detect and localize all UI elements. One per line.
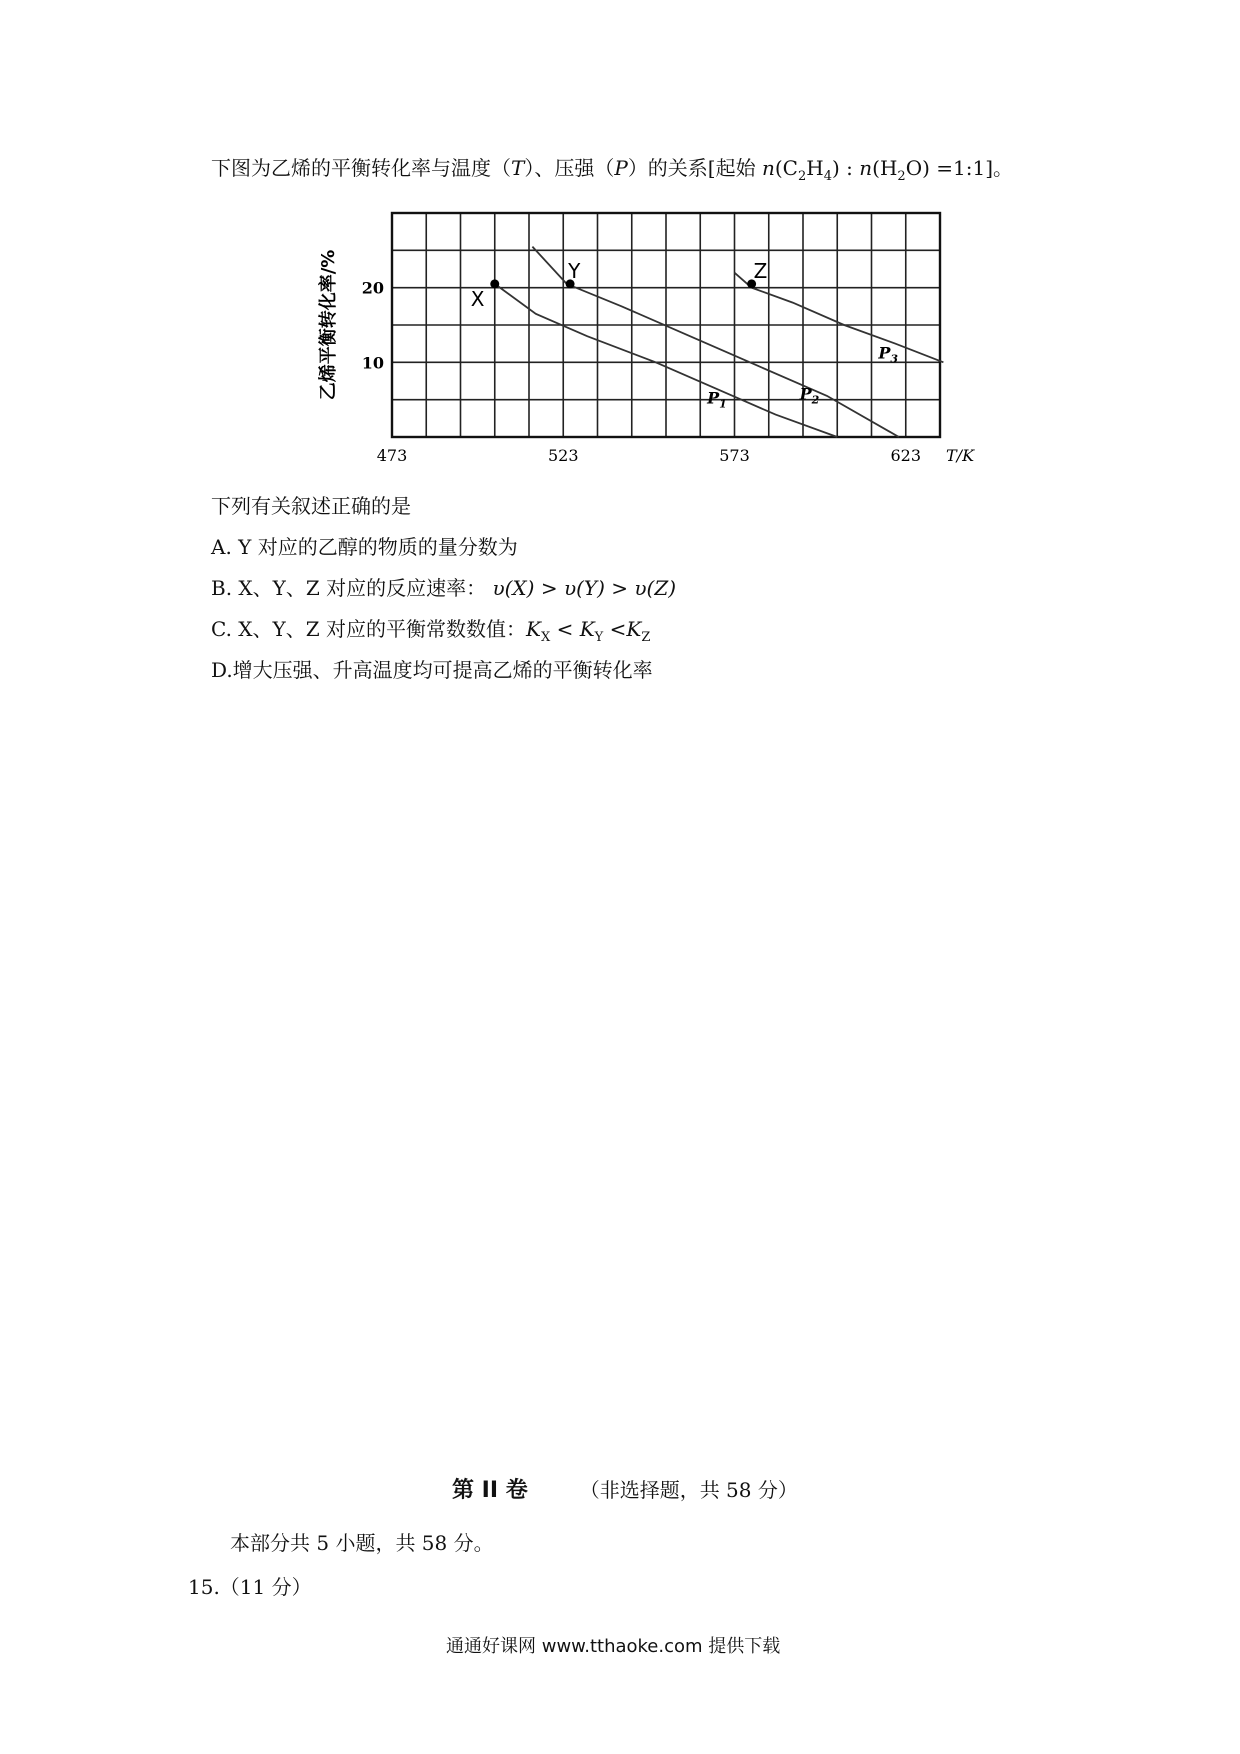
x-axis-label: T/K xyxy=(946,446,975,465)
x-tick-label: 573 xyxy=(719,446,750,465)
series-label-P2: $P_2$ xyxy=(799,384,820,407)
point-label-Z: Z xyxy=(753,258,768,283)
series-label-P1: $P_1$ xyxy=(707,388,727,411)
point-label-Y: Y xyxy=(568,258,581,283)
part2-title: 第 II 卷 xyxy=(452,1478,528,1503)
y-axis-label: 乙烯平衡转化率/% xyxy=(318,249,339,401)
question-stem: 下列有关叙述正确的是 xyxy=(211,494,411,518)
series-line-P3 xyxy=(735,273,944,363)
y-tick-label: 20 xyxy=(361,278,384,298)
conversion-chart xyxy=(300,205,980,470)
point-X xyxy=(490,279,499,288)
option-a: A. Y 对应的乙醇的物质的量分数为 xyxy=(211,535,518,559)
footer: 通通好课网 www.tthaoke.com 提供下载 xyxy=(446,1636,781,1657)
part2-subtitle: （非选择题，共 58 分） xyxy=(579,1478,798,1502)
option-d: D.增大压强、升高温度均可提高乙烯的平衡转化率 xyxy=(211,658,653,682)
option-c: C. X、Y、Z 对应的平衡常数数值：$K_X < K_Y <K_Z$ xyxy=(211,617,651,645)
x-tick-label: 523 xyxy=(547,446,579,465)
x-tick-label: 473 xyxy=(376,446,408,465)
part2-heading xyxy=(452,1475,798,1506)
option-b: B. X、Y、Z 对应的反应速率： υ(X) > υ(Y) > υ(Z) xyxy=(211,576,677,600)
x-tick-label: 623 xyxy=(890,446,922,465)
point-label-X: X xyxy=(470,286,485,311)
series-line-P2 xyxy=(532,247,899,437)
question-15: 15.（11 分） xyxy=(188,1575,312,1599)
part2-note: 本部分共 5 小题，共 58 分。 xyxy=(230,1531,494,1555)
series-label-P3: $P_3$ xyxy=(878,343,899,366)
y-tick-label: 10 xyxy=(361,353,384,373)
intro-sentence: 下图为乙烯的平衡转化率与温度（T）、压强（P）的关系[起始 $n(C_2H_4)$ : $n(H_2O)$ =1:1]。 xyxy=(211,156,1013,184)
